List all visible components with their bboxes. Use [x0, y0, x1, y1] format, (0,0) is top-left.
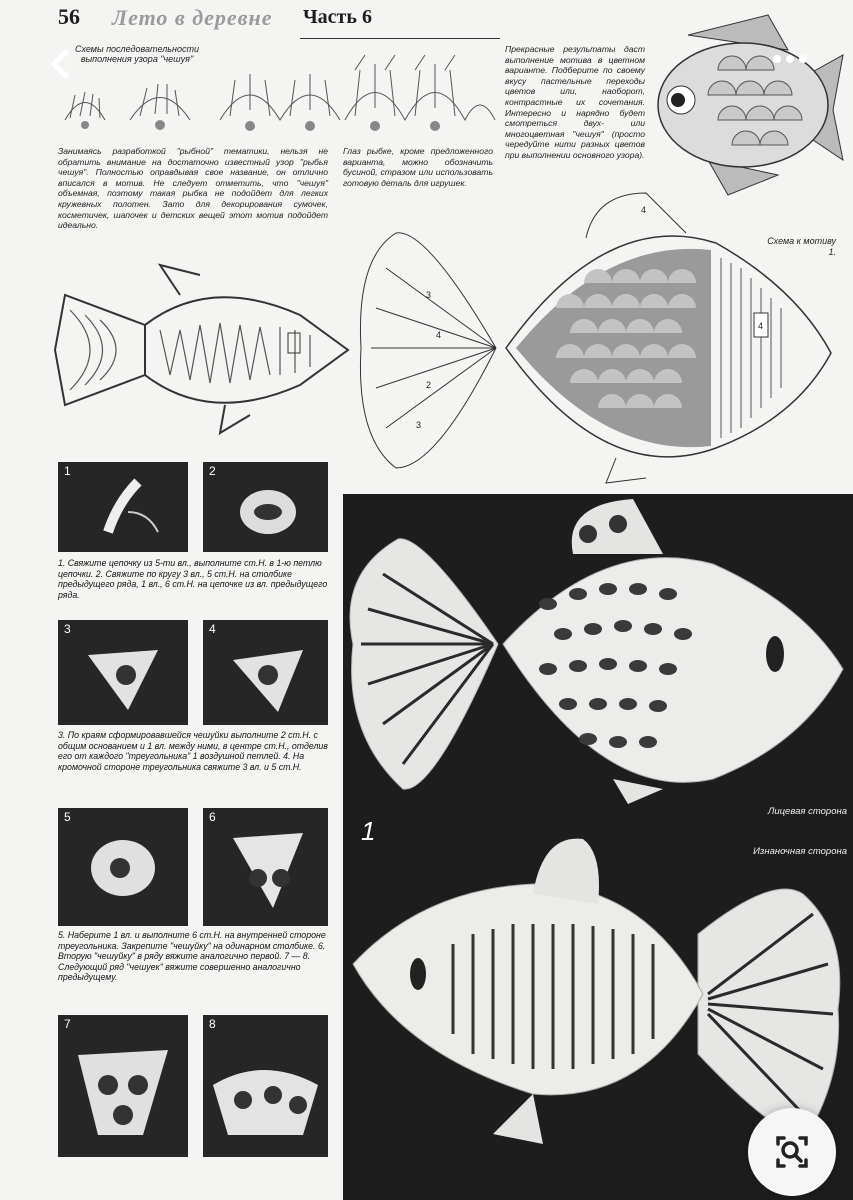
step-number: 4: [209, 622, 216, 636]
scheme-number: 4: [436, 330, 442, 340]
eye-text: Глаз рыбке, кроме предложенного варианта, можно обозначить бусиной, стразом или использовать готовую деталь для игрушек.: [343, 146, 493, 188]
section-part: Часть 6: [303, 6, 372, 28]
magazine-title: Лето в деревне: [112, 5, 273, 30]
step-photo-2: [203, 462, 328, 552]
scheme-number: 3: [426, 290, 432, 300]
step-photo-6: [203, 808, 328, 926]
scheme-label: Схема к мотиву 1.: [767, 236, 836, 257]
page-number: 56: [58, 4, 80, 29]
back-button[interactable]: [40, 44, 80, 84]
step-number: 8: [209, 1017, 216, 1031]
steps-3-4-text: 3. По краям сформировавшейся чешуйки выполните 2 ст.Н. с общим основанием и 1 вл. между ними, в центре ст.Н., отделив его от каждого "треугольника" 1 воздушной петлей. 4. На кромочной стороне треугольника свяжите 3 вл. и 5 ст.Н.: [58, 730, 328, 772]
schemes-caption: Схемы последовательности выполнения узора "чешуя": [75, 44, 199, 64]
steps-5-8-text: 5. Наберите 1 вл. и выполните 6 ст.Н. на внутренней стороне треугольника. Закрепите "чешуйку" на одинарном столбике. 6. Вторую "чешуйку" в ряду вяжите аналогично первой. 7 — 8. Следующий ряд "чешуек" вяжите совершенно аналогично предыдущему.: [58, 930, 326, 982]
step-number: 3: [64, 622, 71, 636]
step-number: 1: [64, 464, 71, 478]
photo-marker: 1: [361, 816, 376, 846]
step-number: 6: [209, 810, 216, 824]
intro-text: Занимаясь разработкой "рыбной" тематики, нельзя не обратить внимание на достаточно известный узор "рыбья чешуя". Полностью оправдывая свое название, он отлично вписался в мотив. Не следует отметить, что "чешуя" объемная, поэтому такая рыбка не подойдет для легких кружевных полотен. Зато для декорирования сумочек, косметичек, шапочек и детских вещей этот мотив подойдет идеально.: [58, 146, 328, 231]
step-number: 7: [64, 1017, 71, 1031]
step-photo-4: [203, 620, 328, 725]
crochet-scheme-diagram: [356, 188, 846, 488]
scheme-number: 3: [416, 420, 422, 430]
chevron-left-icon: [40, 44, 80, 84]
outline-fish-diagram: [50, 255, 350, 435]
front-side-label: Лицевая сторона: [767, 806, 847, 817]
step-number: 5: [64, 810, 71, 824]
step-photo-5: [58, 808, 188, 926]
scale-sequence-diagrams: [55, 50, 505, 140]
visual-search-button[interactable]: [748, 1108, 836, 1196]
more-options-button[interactable]: [765, 44, 815, 74]
step-photo-3: [58, 620, 188, 725]
header-rule: [300, 38, 500, 39]
scheme-number: 4: [641, 205, 647, 215]
steps-1-2-text: 1. Свяжите цепочку из 5-ти вл., выполните ст.Н. в 1-ю петлю цепочки. 2. Свяжите по кругу 3 вл., 5 ст.Н. на столбике предыдущего ряда, 1 вл., 6 ст.Н. на цепочке из вл. предыдущего ряда.: [58, 558, 328, 600]
scheme-number: 2: [426, 380, 432, 390]
step-number: 2: [209, 464, 216, 478]
finished-motif-photo: [343, 494, 853, 1200]
back-side-label: Изнаночная сторона: [753, 846, 847, 857]
step-photo-7: [58, 1015, 188, 1157]
scheme-number: 4: [758, 321, 764, 331]
step-photo-8: [203, 1015, 328, 1157]
illustrated-fish: [648, 10, 848, 200]
results-text: Прекрасные результаты даст выполнение мотива в цветном варианте. Подберите по своему вкусу пастельные переходы цветов или, наоборот, контрастные их сочетания. Интересно и нарядно будет смотреться двух- или многоцветная "чешуя" (просто чередуйте нити разных цветов при выполнении основного узора).: [505, 44, 645, 160]
step-photo-1: [58, 462, 188, 552]
visual-search-icon: [748, 1108, 836, 1196]
more-horizontal-icon: [765, 44, 815, 74]
